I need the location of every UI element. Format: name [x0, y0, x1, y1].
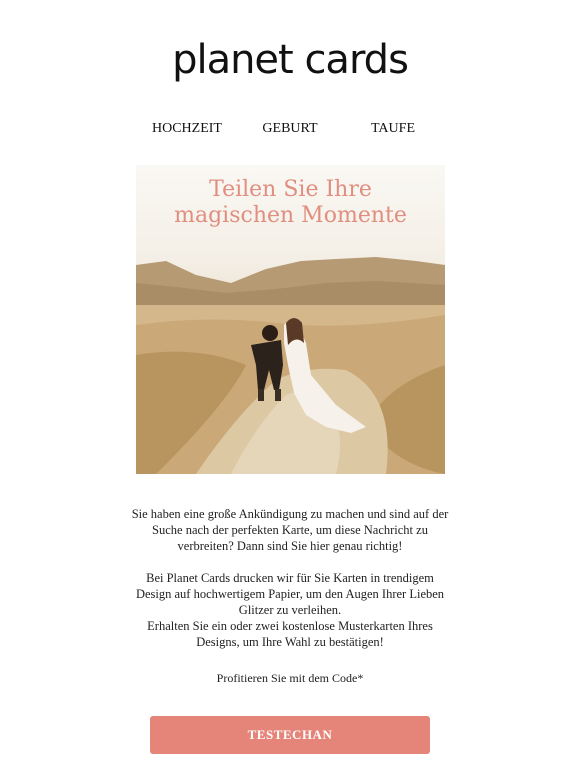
nav-item-geburt[interactable]: GEBURT	[262, 121, 318, 136]
nav-item-taufe[interactable]: TAUFE	[371, 121, 415, 136]
promo-code-button[interactable]: TESTECHAN	[150, 716, 430, 754]
nav-item-hochzeit[interactable]: HOCHZEIT	[152, 121, 222, 136]
promo-text: Profitieren Sie mit dem Code*	[216, 671, 364, 685]
body-paragraph-3: Erhalten Sie ein oder zwei kostenlose Musterkarten Ihres Designs, um Ihre Wahl zu bestätigen!	[147, 619, 433, 649]
body-copy	[130, 506, 450, 650]
body-paragraph-1: Sie haben eine große Ankündigung zu machen und sind auf der Suche nach der perfekten Karte, um diese Nachricht zu verbreiten? Dann sind Sie hier genau richtig!	[131, 507, 449, 553]
hero-image[interactable]	[136, 165, 445, 474]
hero-headline: Teilen Sie Ihre magischen Momente	[174, 177, 407, 228]
brand-logo[interactable]: planet cards	[172, 37, 408, 83]
category-nav	[0, 121, 580, 141]
body-paragraph-2: Bei Planet Cards drucken wir für Sie Karten in trendigem Design auf hochwertigem Papier, um den Augen Ihrer Lieben Glitzer zu verleihen.	[135, 571, 445, 617]
